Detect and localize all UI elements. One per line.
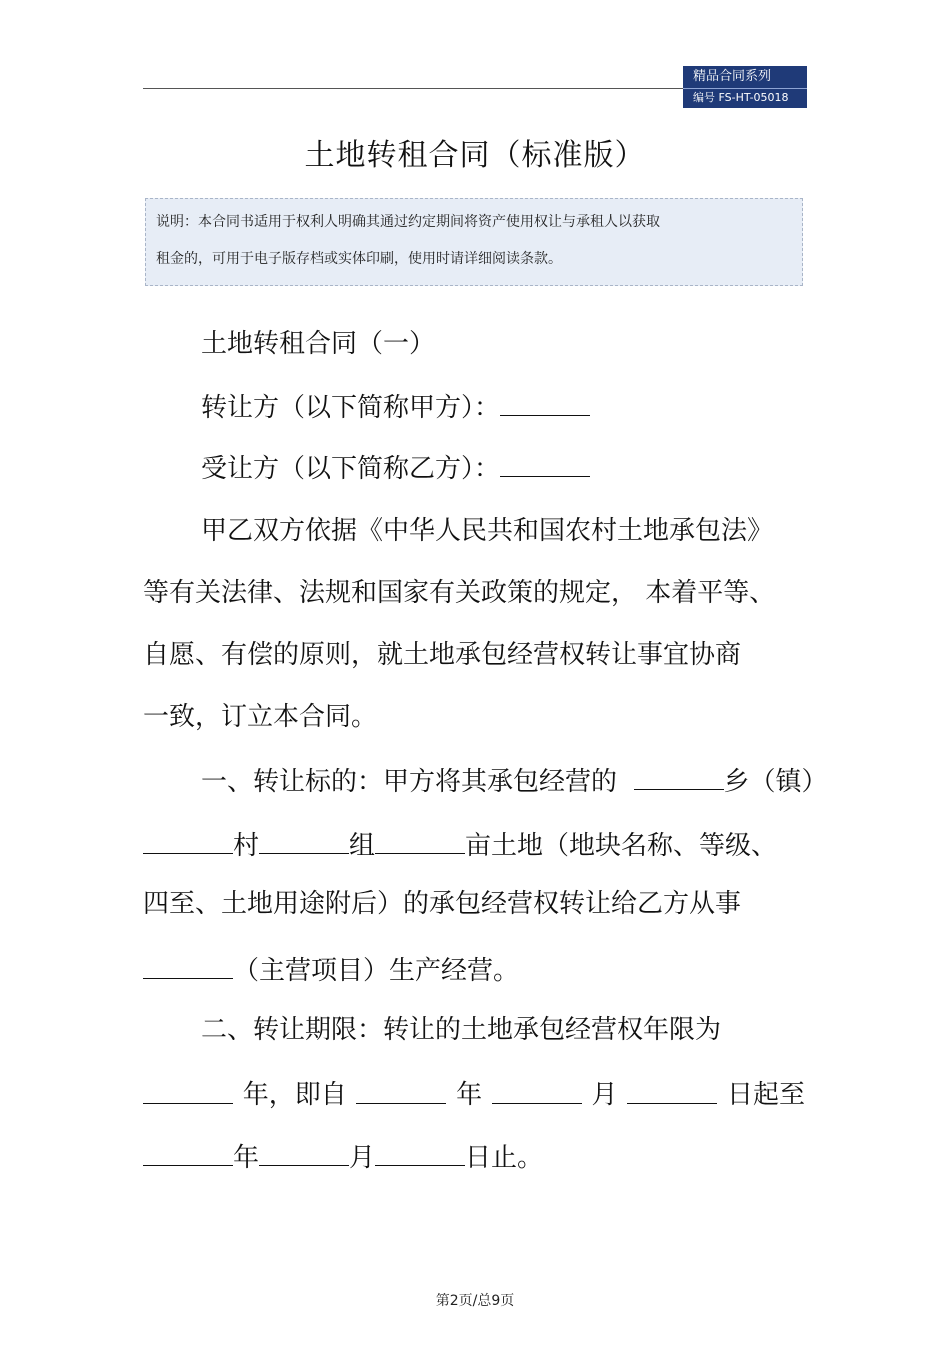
note-line-2: 租金的，可用于电子版存档或实体印刷，使用时请详细阅读条款。	[156, 251, 562, 267]
section1-line3: 四至、土地用途附后）的承包经营权转让给乙方从事	[143, 889, 742, 919]
note-line-1: 说明：本合同书适用于权利人明确其通过约定期间将资产使用权让与承租人以获取	[156, 214, 660, 230]
end-month-blank	[259, 1139, 349, 1166]
section1-line4	[143, 952, 519, 989]
end-day-label: 日止。	[465, 1143, 544, 1173]
section1-line2	[143, 827, 777, 864]
years-label: 年，即自	[242, 1080, 347, 1110]
usage-note	[145, 198, 803, 286]
project-label: （主营项目）生产经营。	[233, 956, 520, 986]
para1-line4: 一致，订立本合同。	[143, 702, 378, 732]
page-number: 第2页/总9页	[435, 1293, 515, 1309]
party-b-line	[201, 450, 590, 487]
document-title: 土地转租合同（标准版）	[304, 138, 646, 173]
start-day-blank	[627, 1077, 717, 1104]
start-day-label: 日起至	[726, 1080, 805, 1110]
badge-divider	[683, 88, 807, 89]
project-blank	[143, 952, 233, 979]
contract-heading: 土地转租合同（一）	[201, 329, 436, 359]
end-day-blank	[375, 1139, 465, 1166]
section1-text-b: 乡（镇）	[723, 767, 828, 797]
para1-line3: 自愿、有偿的原则，就土地承包经营权转让事宜协商	[143, 640, 742, 670]
start-year-blank	[356, 1077, 446, 1104]
section1-text-a: 一、转让标的：甲方将其承包经营的	[201, 767, 618, 797]
village-label: 村	[233, 831, 260, 861]
acre-label: 亩土地（地块名称、等级、	[465, 831, 778, 861]
start-year-label: 年	[456, 1080, 483, 1110]
end-month-label: 月	[349, 1143, 376, 1173]
badge-series: 精品合同系列	[693, 69, 772, 84]
party-b-label: 受让方（以下简称乙方）：	[201, 454, 501, 484]
series-badge	[683, 66, 807, 108]
section1-line1	[201, 763, 828, 800]
start-month-blank	[492, 1077, 582, 1104]
township-blank	[634, 763, 724, 790]
party-b-blank	[500, 450, 590, 477]
section2-line3	[143, 1139, 543, 1176]
para1-line1: 甲乙双方依据《中华人民共和国农村土地承包法》	[201, 516, 774, 546]
start-month-label: 月	[591, 1080, 618, 1110]
party-a-blank	[500, 389, 590, 416]
years-blank	[143, 1077, 233, 1104]
group-blank	[259, 827, 349, 854]
village-blank	[143, 827, 233, 854]
acre-blank	[375, 827, 465, 854]
party-a-line	[201, 389, 590, 426]
header-rule	[143, 88, 683, 89]
end-year-label: 年	[233, 1143, 260, 1173]
group-label: 组	[349, 831, 376, 861]
party-a-label: 转让方（以下简称甲方）：	[201, 393, 501, 423]
end-year-blank	[143, 1139, 233, 1166]
badge-code: 编号 FS-HT-05018	[693, 91, 789, 104]
para1-line2: 等有关法律、法规和国家有关政策的规定， 本着平等、	[143, 578, 776, 608]
section2-line1: 二、转让期限：转让的土地承包经营权年限为	[201, 1015, 722, 1045]
section2-line2	[143, 1077, 805, 1113]
